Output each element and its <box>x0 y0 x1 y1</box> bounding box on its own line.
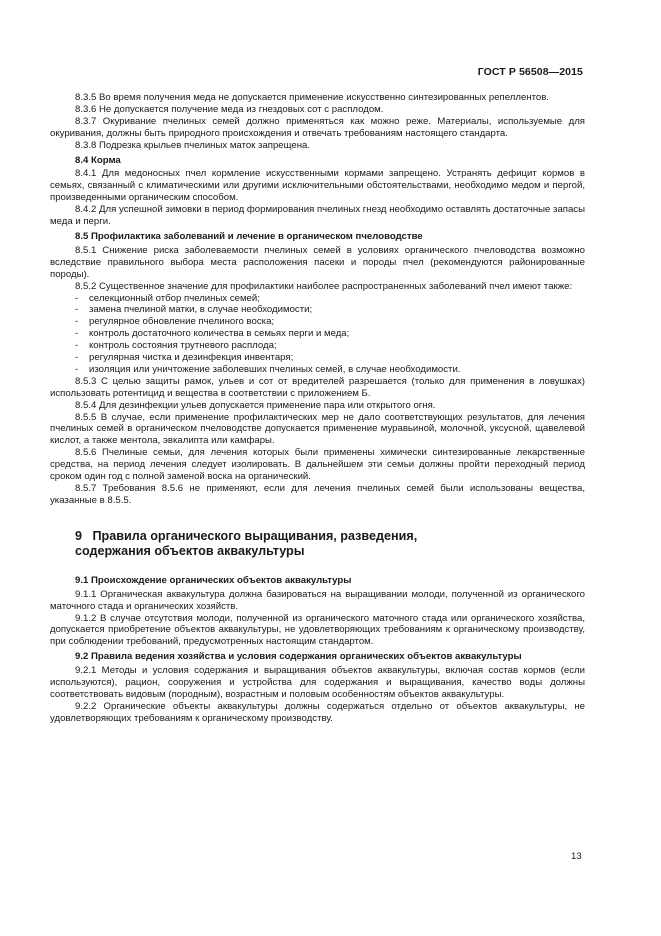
list-item-text: контроль достаточного количества в семьях перги и меда; <box>89 328 350 340</box>
list-bullet: - <box>75 316 79 328</box>
chapter-title-part1: Правила органического выращивания, разведения, <box>92 528 418 543</box>
list-item-text: контроль состояния трутневого расплода; <box>89 340 277 352</box>
chapter-heading-line1 <box>75 529 585 544</box>
page-number: 13 <box>571 851 582 862</box>
list-item-text: изоляция или уничтожение заболевших пчелиных семей, в случае необходимости. <box>89 363 461 375</box>
chapter-heading <box>50 529 585 559</box>
paragraph: 9.2.2 Органические объекты аквакультуры должны содержаться отдельно от объектов аквакультуры, не удовлетворяющих требованиям к органическому производству. <box>50 700 585 724</box>
paragraph: 9.1.2 В случае отсутствия молоди, полученной из органического маточного стада или органического хозяйства, допускается приобретение объектов аквакультуры, не удовлетворяющих требованиям к органическому производству, при соблюдении требований, предусмотренных настоящим стандартом. <box>50 612 585 648</box>
section-heading: 8.4 Корма <box>75 154 121 166</box>
paragraph: 8.4.1 Для медоносных пчел кормление искусственными кормами запрещено. Устранять дефицит кормов в семьях, связанный с климатическими или другими исключительными обстоятельствами, необходимо медом и пергой, произведенными органическим способом. <box>50 168 585 204</box>
list-bullet: - <box>75 340 79 352</box>
section-heading: 8.5 Профилактика заболеваний и лечение в органическом пчеловодстве <box>75 230 423 242</box>
paragraph: 8.5.1 Снижение риска заболеваемости пчелиных семей в условиях органического пчеловодства возможно вследствие правильного выбора места расположения пасеки и породы пчел (рекомендуются районированные породы). <box>50 244 585 280</box>
list-item <box>50 364 585 376</box>
list-item <box>50 328 585 340</box>
paragraph: 8.4.2 Для успешной зимовки в период формирования пчелиных гнезд необходимо оставлять достаточные запасы меда и перги. <box>50 204 585 228</box>
list-item <box>50 316 585 328</box>
paragraph: 8.3.8 Подрезка крыльев пчелиных маток запрещена. <box>75 139 311 151</box>
paragraph: 8.5.2 Существенное значение для профилактики наиболее распространенных заболеваний пчел имеют также: <box>75 280 573 292</box>
list-item <box>50 293 585 305</box>
paragraph: 8.5.3 С целью защиты рамок, ульев и сот от вредителей разрешается (только для применения в ловушках) использовать ротентицид и вещества в соответствии с приложением Б. <box>50 375 585 399</box>
list-item <box>50 340 585 352</box>
paragraph: 8.3.7 Окуривание пчелиных семей должно применяться как можно реже. Материалы, используемые для окуривания, должны быть природного происхождения и отвечать требованиям настоящего стандарта. <box>50 115 585 139</box>
list-item-text: регулярная чистка и дезинфекция инвентаря; <box>89 352 294 364</box>
list-bullet: - <box>75 352 79 364</box>
paragraph: 8.3.5 Во время получения меда не допускается применение искусственно синтезированных репеллентов. <box>75 92 549 103</box>
list-bullet: - <box>75 304 79 316</box>
chapter-number: 9 <box>75 528 83 543</box>
list-bullet: - <box>75 328 79 340</box>
chapter-title-part2: содержания объектов аквакультуры <box>75 543 305 558</box>
section-heading: 9.1 Происхождение органических объектов аквакультуры <box>75 574 352 586</box>
list-item-text: замена пчелиной матки, в случае необходимости; <box>89 304 313 316</box>
document-body <box>50 92 585 725</box>
paragraph: 8.3.6 Не допускается получение меда из гнездовых сот с расплодом. <box>75 103 384 115</box>
list-item <box>50 304 585 316</box>
paragraph: 8.5.4 Для дезинфекции ульев допускается применение пара или открытого огня. <box>75 399 436 411</box>
paragraph: 9.1.1 Органическая аквакультура должна базироваться на выращивании молоди, полученной из органического маточного стада и органических хозяйств. <box>50 588 585 612</box>
section-heading: 9.2 Правила ведения хозяйства и условия содержания органических объектов аквакультуры <box>75 651 522 663</box>
list-item-text: регулярное обновление пчелиного воска; <box>89 316 275 328</box>
paragraph: 8.5.5 В случае, если применение профилактических мер не дало соответствующих результатов, для лечения пчелиных семей в органическом пчеловодстве допускается применение муравьиной, молочной, уксусной, щавелевой кислот, а также ментола, эвкалипта или камфары. <box>50 411 585 447</box>
paragraph: 8.5.7 Требования 8.5.6 не применяют, если для лечения пчелиных семей были использованы вещества, указанные в 8.5.5. <box>50 483 585 506</box>
paragraph: 8.5.6 Пчелиные семьи, для лечения которых были применены химически синтезированные лекарственные средства, на период лечения следует изолировать. В дальнейшем эти семьи должны пройти переходный период сроком один год с полной заменой воска на органический. <box>50 447 585 483</box>
list-bullet: - <box>75 292 79 304</box>
list-item <box>50 352 585 364</box>
list-bullet: - <box>75 363 79 375</box>
list-item-text: селекционный отбор пчелиных семей; <box>89 292 260 304</box>
paragraph: 9.2.1 Методы и условия содержания и выращивания объектов аквакультуры, включая состав кормов (если используются), рацион, сооружения и устройства для содержания и выращивания, качество воды должны соответствовать видовым (породным), возрастным и половым особенностям объектов аквакультуры. <box>50 665 585 700</box>
standard-header: ГОСТ Р 56508—2015 <box>477 66 583 78</box>
